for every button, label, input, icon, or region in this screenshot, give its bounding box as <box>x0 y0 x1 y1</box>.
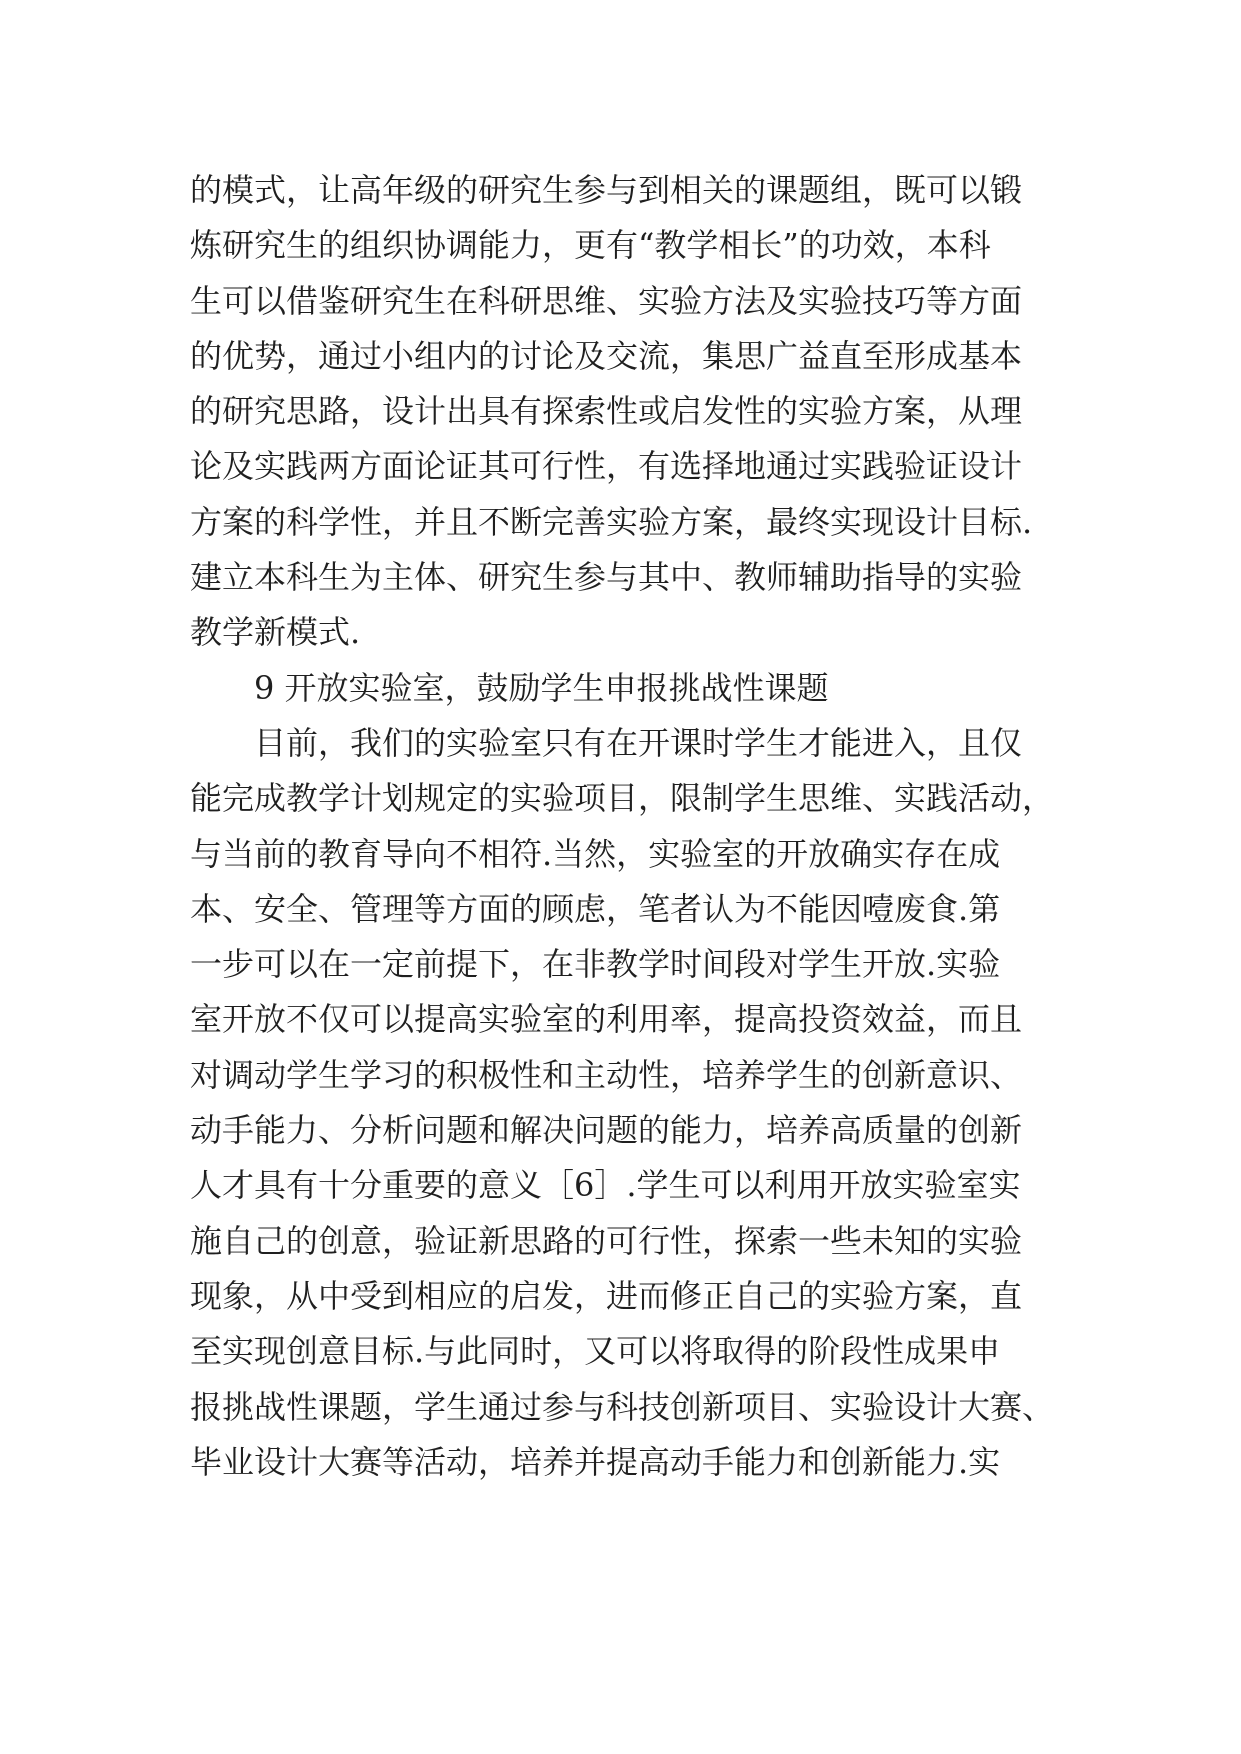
text-line: 动手能力、分析问题和解决问题的能力，培养高质量的创新 <box>190 1111 1023 1150</box>
text-line: 施自己的创意，验证新思路的可行性，探索一些未知的实验 <box>190 1221 1023 1260</box>
text-line: 教学新模式. <box>190 613 361 652</box>
text-line: 现象，从中受到相应的启发，进而修正自己的实验方案，直 <box>190 1276 1023 1315</box>
text-line: 的优势，通过小组内的讨论及交流，集思广益直至形成基本 <box>190 336 1023 375</box>
section-heading: 9 开放实验室，鼓励学生申报挑战性课题 <box>254 668 829 707</box>
text-line: 的模式，让高年级的研究生参与到相关的课题组，既可以锻 <box>190 171 1023 209</box>
text-line: 对调动学生学习的积极性和主动性，培养学生的创新意识、 <box>190 1055 1023 1094</box>
paragraph-open-lab <box>190 716 1070 1490</box>
text-line: 至实现创意目标.与此同时，又可以将取得的阶段性成果申 <box>190 1332 1001 1371</box>
paragraph-continued <box>190 163 1070 661</box>
text-line: 室开放不仅可以提高实验室的利用率，提高投资效益，而且 <box>190 1000 1023 1039</box>
text-line: 能完成教学计划规定的实验项目，限制学生思维、实践活动， <box>190 779 1055 818</box>
text-line: 一步可以在一定前提下，在非教学时间段对学生开放.实验 <box>190 945 1001 984</box>
text-line: 本、安全、管理等方面的顾虑，笔者认为不能因噎废食.第 <box>190 889 1001 928</box>
text-line: 目前，我们的实验室只有在开课时学生才能进入，且仅 <box>254 723 1023 762</box>
text-line: 方案的科学性，并且不断完善实验方案，最终实现设计目标. <box>190 502 1033 541</box>
body-text <box>190 163 1070 1490</box>
text-line: 的研究思路，设计出具有探索性或启发性的实验方案，从理 <box>190 392 1023 431</box>
text-line: 人才具有十分重要的意义［6］.学生可以利用开放实验室实 <box>190 1166 1021 1205</box>
text-line: 毕业设计大赛等活动，培养并提高动手能力和创新能力.实 <box>190 1442 1001 1481</box>
text-line: 炼研究生的组织协调能力，更有“教学相长”的功效，本科 <box>190 226 991 265</box>
text-line: 报挑战性课题，学生通过参与科技创新项目、实验设计大赛、 <box>190 1387 1055 1426</box>
text-line: 与当前的教育导向不相符.当然，实验室的开放确实存在成 <box>190 834 1001 873</box>
text-line: 建立本科生为主体、研究生参与其中、教师辅助指导的实验 <box>190 558 1023 597</box>
text-line: 论及实践两方面论证其可行性，有选择地通过实践验证设计 <box>190 447 1023 486</box>
text-line: 生可以借鉴研究生在科研思维、实验方法及实验技巧等方面 <box>190 281 1023 320</box>
